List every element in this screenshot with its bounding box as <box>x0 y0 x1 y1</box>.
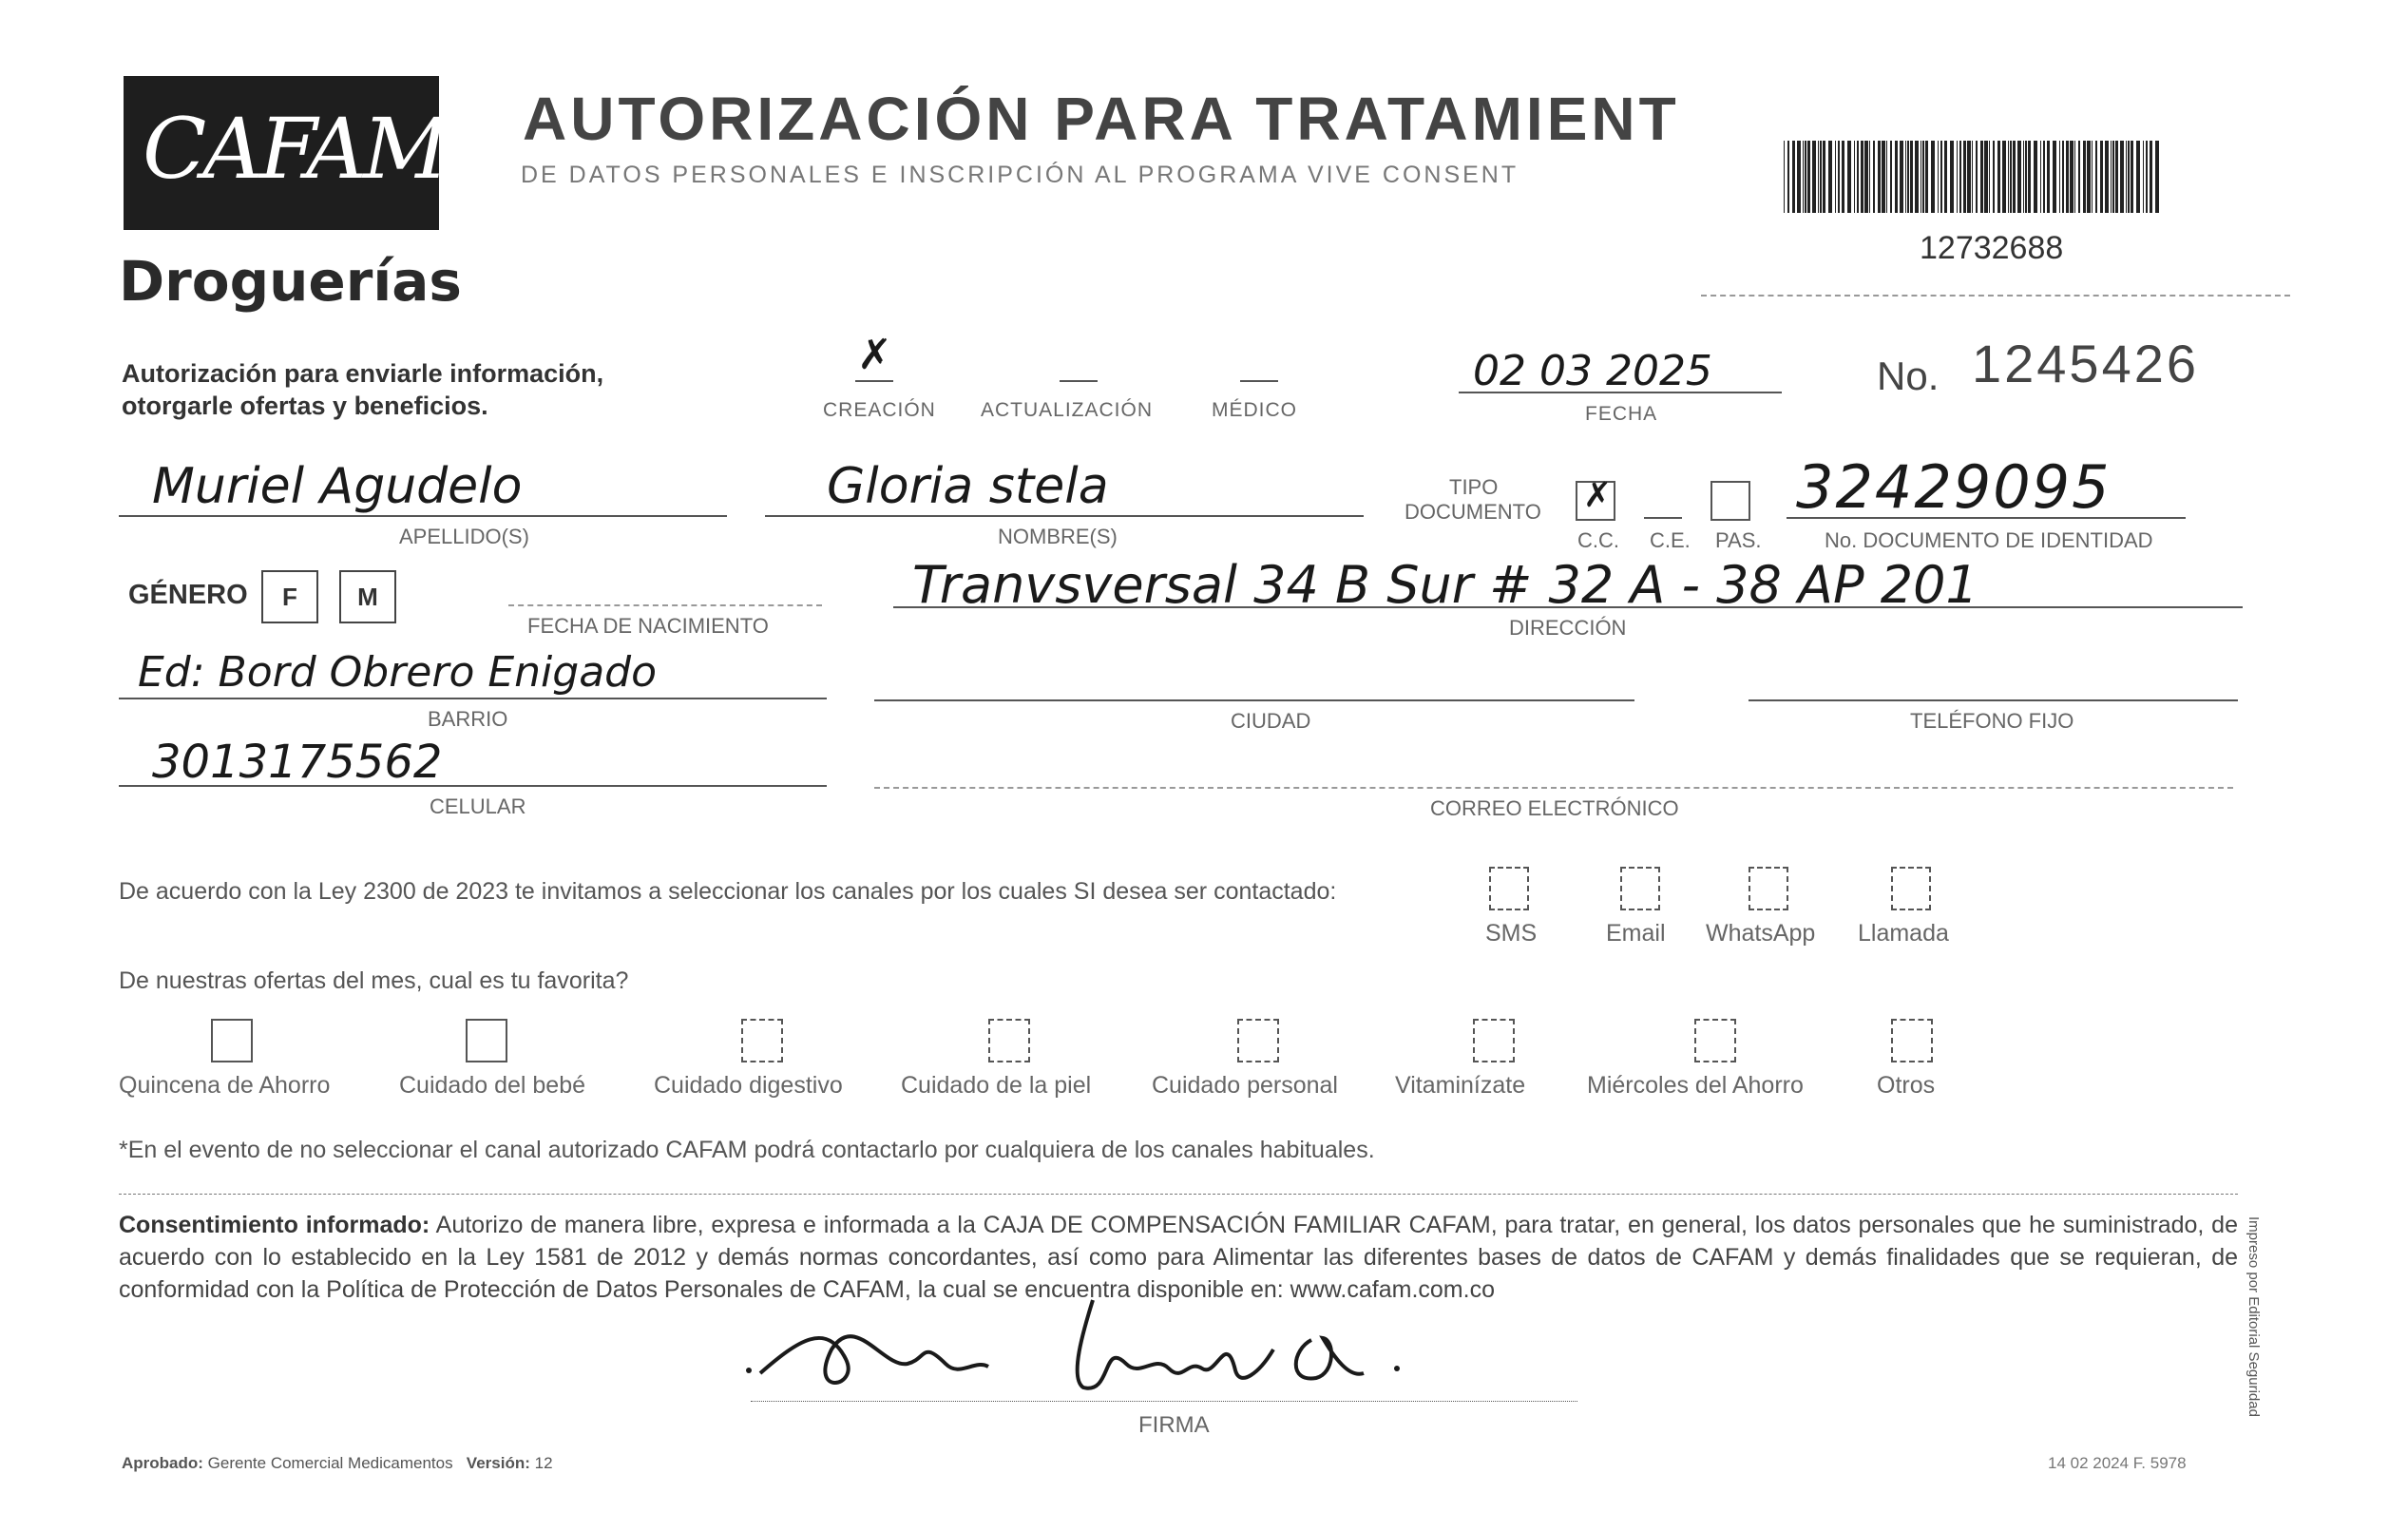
nombres-line <box>765 515 1364 517</box>
barcode-bar <box>2105 141 2109 213</box>
auth-intro <box>122 357 739 422</box>
medico-line <box>1240 380 1278 382</box>
offer-piel[interactable]: Cuidado de la piel <box>901 1072 1092 1099</box>
barcode-bar <box>2112 141 2114 213</box>
barcode-bar <box>1972 141 1973 213</box>
barrio-label: BARRIO <box>428 707 508 731</box>
consent-body: Autorizo de manera libre, expresa e informada a la CAJA DE COMPENSACIÓN FAMILIAR CAFAM, para tratar, en general, los datos personales que he suministrado, de acuerdo con lo establecido en la Ley 1581 de 2012 y demás normas concordantes, así como para Alimentar las diferentes bases de datos de CAFAM y demás finalidades que se requieran, de conformidad con la Política de Protección de Datos Personales de CAFAM, la cual se encuentra disponible en: www.cafam.com.co <box>119 1212 2238 1303</box>
barcode-bar <box>2126 141 2127 213</box>
barcode-bar <box>1861 141 1863 213</box>
barcode-bar <box>1842 141 1844 213</box>
cafam-logo-text: CAFAM <box>143 100 445 198</box>
offer-quincena-box[interactable] <box>211 1019 253 1062</box>
side-print-text: Impreso por Editorial Seguridad <box>2246 1216 2262 1417</box>
tipo-doc-ce[interactable]: C.E. <box>1650 528 1691 552</box>
barcode-bar <box>1910 141 1913 213</box>
date-line <box>1459 392 1782 393</box>
version-value: 12 <box>534 1454 553 1472</box>
barcode-bar <box>1792 141 1795 213</box>
barcode-bar <box>1944 141 1947 213</box>
signature-label: FIRMA <box>1138 1412 1210 1438</box>
barcode-bar <box>2043 141 2045 213</box>
offer-otros-box[interactable] <box>1891 1019 1933 1062</box>
barcode-bar <box>1997 141 2000 213</box>
barcode-bar <box>2092 141 2093 213</box>
channel-whatsapp[interactable]: WhatsApp <box>1706 920 1816 947</box>
barcode-bar <box>2131 141 2133 213</box>
offer-personal[interactable]: Cuidado personal <box>1152 1072 1338 1099</box>
barcode-bar <box>2100 141 2103 213</box>
barcode-bar <box>2146 141 2148 213</box>
barcode-bar <box>1823 141 1825 213</box>
genero-label: GÉNERO <box>128 580 248 610</box>
offer-miercoles-box[interactable] <box>1694 1019 1736 1062</box>
offer-digestivo[interactable]: Cuidado digestivo <box>654 1072 843 1099</box>
brand-subtitle: Droguerías <box>119 249 462 314</box>
barcode-bar <box>1925 141 1928 213</box>
divider-dashed <box>1701 295 2290 297</box>
doc-number-value[interactable]: 32429095 <box>1796 452 2112 522</box>
celular-line <box>119 785 827 787</box>
tipo-doc-cc-check-icon: ✗ <box>1583 475 1613 514</box>
barcode-bar <box>1838 141 1840 213</box>
fecha-nac-line <box>508 604 822 606</box>
tipo-doc-label-2: DOCUMENTO <box>1405 500 1541 524</box>
barcode-bar <box>2017 141 2021 213</box>
barcode-bar <box>2115 141 2118 213</box>
barcode-bar <box>2028 141 2031 213</box>
offer-digestivo-box[interactable] <box>741 1019 783 1062</box>
option-creacion[interactable]: CREACIÓN <box>823 399 936 421</box>
barcode-bar <box>1907 141 1909 213</box>
option-medico[interactable]: MÉDICO <box>1212 399 1297 421</box>
barcode-bar <box>1967 141 1971 213</box>
barcode-bar <box>1787 141 1789 213</box>
barcode-bar <box>1950 141 1954 213</box>
note-text: *En el evento de no seleccionar el canal autorizado CAFAM podrá contactarlo por cualquiera de los canales habituales. <box>119 1137 1375 1163</box>
barcode-bar <box>1922 141 1924 213</box>
direccion-line <box>893 606 2243 608</box>
barcode-bar <box>1869 141 1870 213</box>
barcode-bar <box>1784 141 1785 213</box>
channel-email[interactable]: Email <box>1606 920 1666 947</box>
channel-sms[interactable]: SMS <box>1485 920 1538 947</box>
barcode-bar <box>1993 141 1995 213</box>
barcode-bar <box>1895 141 1898 213</box>
channel-llamada-box[interactable] <box>1891 867 1931 910</box>
barcode-bar <box>1857 141 1859 213</box>
barcode-bar <box>1828 141 1832 213</box>
footer-approval <box>122 1454 553 1473</box>
genero-f-box[interactable]: F <box>261 570 318 623</box>
barcode-bar <box>1803 141 1804 213</box>
offer-bebe-box[interactable] <box>466 1019 507 1062</box>
barcode-bar <box>1900 141 1903 213</box>
barcode-bar <box>2155 141 2159 213</box>
barcode-bar <box>2047 141 2050 213</box>
barcode-bar <box>1805 141 1806 213</box>
barcode-bar <box>2070 141 2074 213</box>
offer-personal-box[interactable] <box>1237 1019 1279 1062</box>
barcode-bar <box>2062 141 2064 213</box>
celular-label: CELULAR <box>430 794 526 818</box>
channel-sms-box[interactable] <box>1489 867 1529 910</box>
barcode-bar <box>1890 141 1892 213</box>
barcode-bar <box>1886 141 1887 213</box>
form-title: AUTORIZACIÓN PARA TRATAMIENT <box>523 85 1680 153</box>
barcode-bar <box>2111 141 2112 213</box>
tipo-doc-pas[interactable]: PAS. <box>1715 528 1762 552</box>
barcode-bar <box>2150 141 2152 213</box>
fecha-nac-label: FECHA DE NACIMIENTO <box>527 614 769 638</box>
form-subtitle: DE DATOS PERSONALES E INSCRIPCIÓN AL PROGRAMA VIVE CONSENT <box>521 162 1519 188</box>
barcode-bar <box>1957 141 1958 213</box>
telefono-line <box>1749 699 2238 701</box>
barcode-bar <box>2025 141 2027 213</box>
barcode-number: 12732688 <box>1920 230 2064 266</box>
note-divider <box>119 1194 2238 1195</box>
option-actualizacion[interactable]: ACTUALIZACIÓN <box>981 399 1154 421</box>
barcode-bar <box>1818 141 1819 213</box>
offers-prompt: De nuestras ofertas del mes, cual es tu favorita? <box>119 967 629 994</box>
correo-label: CORREO ELECTRÓNICO <box>1430 796 1679 820</box>
barcode-bar <box>2087 141 2091 213</box>
date-value[interactable]: 02 03 2025 <box>1473 347 1712 395</box>
footer-right: 14 02 2024 F. 5978 <box>2048 1454 2187 1472</box>
tipo-doc-ce-line <box>1644 517 1682 519</box>
date-label: FECHA <box>1585 403 1658 425</box>
genero-m-box[interactable]: M <box>339 570 396 623</box>
apellidos-value[interactable]: Muriel Agudelo <box>152 458 523 515</box>
barcode-bar <box>1812 141 1816 213</box>
barcode-bar <box>2128 141 2130 213</box>
barcode-bar <box>1878 141 1881 213</box>
channel-whatsapp-box[interactable] <box>1749 867 1788 910</box>
barcode-bar <box>2136 141 2140 213</box>
barcode-bar <box>1797 141 1801 213</box>
auth-intro-line1: Autorización para enviarle información, <box>122 359 604 388</box>
barcode-bar <box>2120 141 2124 213</box>
creacion-check-icon: ✗ <box>857 332 892 378</box>
barcode-bar <box>2034 141 2037 213</box>
barcode-bar <box>2008 141 2009 213</box>
barcode-bar <box>1854 141 1855 213</box>
offer-bebe[interactable]: Cuidado del bebé <box>399 1072 585 1099</box>
barcode-bar <box>1963 141 1966 213</box>
barcode-bar <box>2023 141 2024 213</box>
channel-llamada[interactable]: Llamada <box>1858 920 1949 947</box>
barrio-line <box>119 698 827 699</box>
creacion-line <box>855 380 893 382</box>
barcode-bar <box>1820 141 1822 213</box>
ciudad-line <box>874 699 1634 701</box>
barcode-bar <box>1873 141 1875 213</box>
tipo-doc-label-1: TIPO <box>1449 475 1499 499</box>
barcode-bar <box>1959 141 1961 213</box>
direccion-label: DIRECCIÓN <box>1509 616 1627 640</box>
aprobado-value: Gerente Comercial Medicamentos <box>207 1454 453 1472</box>
tipo-doc-pas-box[interactable] <box>1710 481 1750 521</box>
barcode-bar <box>1938 141 1939 213</box>
barcode-bar <box>1847 141 1851 213</box>
barcode-bar <box>1905 141 1906 213</box>
barrio-value[interactable]: Ed: Bord Obrero Enigado <box>138 648 658 697</box>
channel-email-box[interactable] <box>1620 867 1660 910</box>
signature-drawing <box>741 1283 1425 1407</box>
signature-line <box>751 1401 1577 1402</box>
direccion-value[interactable]: Tranvsversal 34 B Sur # 32 A - 38 AP 201 <box>912 555 1978 615</box>
version-label: Versión: <box>466 1454 530 1472</box>
doc-number-line <box>1787 517 2186 519</box>
barcode-bar <box>1807 141 1810 213</box>
apellidos-label: APELLIDO(S) <box>399 525 529 548</box>
barcode-bar <box>1984 141 1988 213</box>
barcode <box>1784 141 2164 213</box>
correo-line <box>874 787 2233 789</box>
ciudad-label: CIUDAD <box>1231 709 1311 733</box>
barcode-bar <box>2083 141 2086 213</box>
form-number: 1245426 <box>1972 334 2200 393</box>
aprobado-label: Aprobado: <box>122 1454 203 1472</box>
barcode-bar <box>2143 141 2144 213</box>
barcode-bar <box>1882 141 1885 213</box>
barcode-bar <box>2074 141 2075 213</box>
barcode-bar <box>2078 141 2080 213</box>
consent-heading: Consentimiento informado: <box>119 1212 430 1238</box>
offer-miercoles[interactable]: Miércoles del Ahorro <box>1587 1072 1804 1099</box>
barcode-bar <box>2010 141 2012 213</box>
barcode-bar <box>1864 141 1868 213</box>
nombres-value[interactable]: Gloria stela <box>827 458 1109 515</box>
barcode-bar <box>2040 141 2041 213</box>
barcode-bar <box>2095 141 2097 213</box>
offer-otros[interactable]: Otros <box>1877 1072 1936 1099</box>
offer-vitaminizate[interactable]: Vitaminízate <box>1395 1072 1526 1099</box>
actualizacion-line <box>1060 380 1098 382</box>
form-number-label: No. <box>1877 354 1940 398</box>
barcode-bar <box>1915 141 1919 213</box>
apellidos-line <box>119 515 727 517</box>
channels-prompt: De acuerdo con la Ley 2300 de 2023 te invitamos a seleccionar los canales por los cuales SI desea ser contactado: <box>119 878 1337 905</box>
barcode-bar <box>1989 141 1990 213</box>
barcode-bar <box>1931 141 1935 213</box>
tipo-doc-cc[interactable]: C.C. <box>1577 528 1619 552</box>
barcode-bar <box>1940 141 1942 213</box>
offer-vitaminizate-box[interactable] <box>1473 1019 1515 1062</box>
nombres-label: NOMBRE(S) <box>998 525 1118 548</box>
barcode-bar <box>1976 141 1978 213</box>
barcode-bar <box>1835 141 1836 213</box>
offer-piel-box[interactable] <box>988 1019 1030 1062</box>
barcode-bar <box>2053 141 2056 213</box>
signature-text <box>0 0 1 1</box>
barcode-bar <box>2013 141 2016 213</box>
barcode-bar <box>2059 141 2060 213</box>
barcode-bar <box>2002 141 2006 213</box>
barcode-bar <box>1980 141 1983 213</box>
doc-number-label: No. DOCUMENTO DE IDENTIDAD <box>1825 528 2153 552</box>
celular-value[interactable]: 3013175562 <box>152 736 443 789</box>
barcode-bar <box>2066 141 2069 213</box>
telefono-label: TELÉFONO FIJO <box>1910 709 2074 733</box>
offer-quincena[interactable]: Quincena de Ahorro <box>119 1072 331 1099</box>
auth-intro-line2: otorgarle ofertas y beneficios. <box>122 392 488 420</box>
